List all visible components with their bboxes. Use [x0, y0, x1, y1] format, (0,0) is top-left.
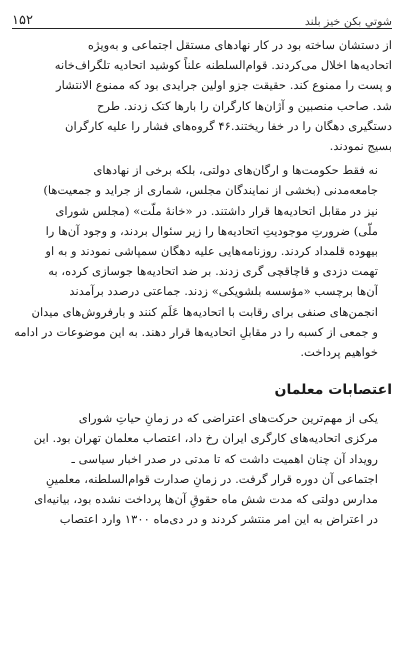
- text-line: انجمن‌های صنفی برای رقابت با اتحادیه‌ها عَلَم کنند و بارفروش‌های میدان: [31, 304, 378, 319]
- page-number: ۱۵۲: [12, 13, 33, 28]
- text-line: اجتماعی آن دوره قرار گرفت. در زمانِ صدارت قوام‌السلطنه، معلمینِ: [45, 471, 378, 486]
- text-line: دستگیری دهگان را در خفا ریختند.۴۶ گروه‌های فشار را علیه کارگران: [65, 118, 392, 133]
- text-line: رویداد آن چنان اهمیت داشت که تا مدتی در صدر اخبار سیاسی ـ: [71, 451, 378, 466]
- text-line: آن‌ها برچسب «مؤسسه بلشویکی» زدند. جماعتی درصدد برآمدند: [69, 284, 378, 299]
- page-header: [12, 8, 392, 29]
- section-heading: اعتصابات معلمان: [274, 382, 392, 399]
- paragraph-2: [12, 160, 392, 362]
- text-line: خواهیم پرداخت.: [300, 345, 378, 360]
- running-title: شوتي بكن خيز بلند: [304, 15, 392, 28]
- text-line: مدارس دولتی که مدت شش ماه حقوقِ آن‌ها پرداخت نشده بود، بیانیه‌ای: [34, 492, 378, 507]
- text-line: جامعه‌مدنی (بخشی از نمایندگان مجلس، شماری از جراید و جمعیت‌ها): [43, 183, 378, 198]
- text-line: نیز در مقابل اتحادیه‌ها قرار داشتند. در «خانهٔ ملّت» (مجلس شورای: [55, 203, 378, 218]
- text-line: یکی از مهم‌ترین حرکت‌های اعتراضی که در زمانِ حیاتِ شورای: [78, 411, 378, 426]
- text-line: بسیج نمودند.: [329, 139, 392, 154]
- text-line: و پست را ممنوع کند. حقیقت جزو اولین جرایدی بود که ممنوع الانتشار: [56, 78, 392, 93]
- text-line: مرکزی اتحادیه‌های کارگری ایران رخ داد، اعتصاب معلمان تهران بود. این: [33, 431, 378, 446]
- text-line: تهمت دزدی و قاچاقچی گری زدند. بر ضد اتحادیه‌ها جوسازی کرده، به: [48, 264, 378, 279]
- text-line: در اعتراض به این امر منتشر کردند و در دی‌ماه ۱۳۰۰ وارد اعتصاب: [59, 512, 378, 527]
- text-line: و جمعی از کسبه را در مقابلِ اتحادیه‌ها قرار دهند. به این موضوعات در ادامه: [14, 324, 378, 339]
- text-line: نه فقط حکومت‌ها و ارگان‌های دولتی، بلکه برخی از نهادهای: [93, 163, 378, 178]
- text-line: ملّی) ضرورتِ موجودیتِ اتحادیه‌ها را زیر سئوال بردند، و وجود آن‌ها را: [45, 223, 378, 238]
- text-line: اتحادیه‌ها اخلال می‌کردند. قوام‌السلطنه علناً کوشید اتحادیه تلگراف‌خانه: [54, 58, 392, 73]
- paragraph-3: [12, 408, 392, 529]
- paragraph-1: [12, 35, 392, 156]
- text-line: از دستشان ساخته بود در کار نهادهای مستقل اجتماعی و به‌ویژه: [87, 38, 392, 52]
- text-line: شد. صاحب منصبین و آژان‌ها کارگران را بارها کتک زدند. طرح: [96, 98, 392, 113]
- text-line: بیهوده قلمداد کردند. روزنامه‌هایی علیه دهگان سمپاشی نمودند و به او: [45, 244, 378, 259]
